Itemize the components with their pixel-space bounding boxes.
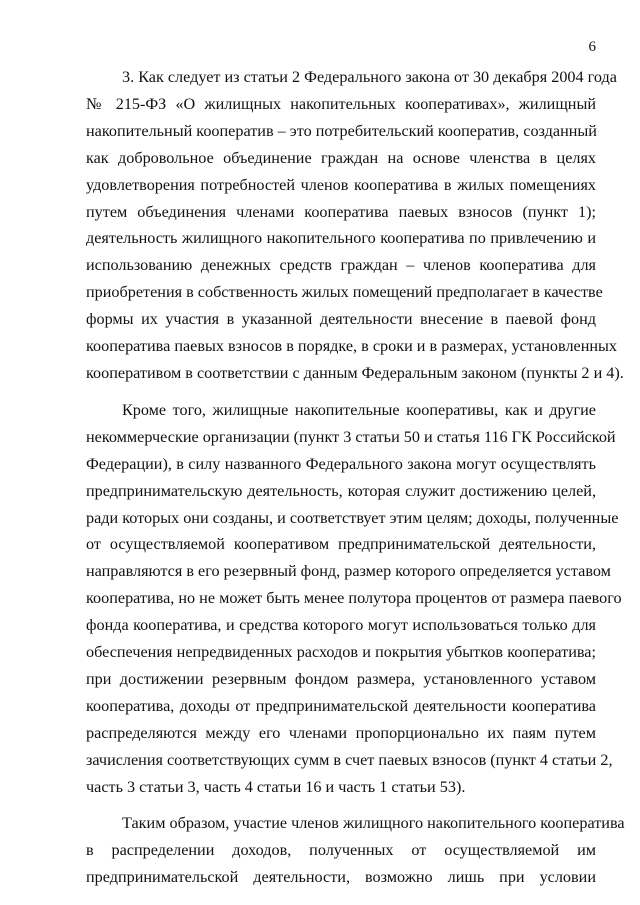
paragraph-line: № 215-ФЗ «О жилищных накопительных кооперативах», жилищный	[86, 94, 596, 113]
paragraph-3	[86, 810, 625, 891]
paragraph-line: путем объединения членами кооператива паевых взносов (пункт 1);	[86, 202, 596, 221]
paragraph-line: предпринимательской деятельности, возможно лишь при условии	[86, 868, 596, 887]
paragraph-line: ради которых они созданы, и соответствует этим целям; доходы, полученные	[86, 508, 619, 527]
paragraph-line: часть 3 статьи 3, часть 4 статьи 16 и часть 1 статьи 53).	[86, 777, 466, 796]
paragraph-line: кооператива, но не может быть менее полутора процентов от размера паевого	[86, 589, 622, 608]
paragraph-line: кооператива паевых взносов в порядке, в сроки и в размерах, установленных	[86, 337, 618, 356]
paragraph-line: зачисления соответствующих сумм в счет паевых взносов (пункт 4 статьи 2,	[86, 750, 613, 769]
paragraph-line: накопительный кооператив – это потребительский кооператив, созданный	[86, 121, 597, 140]
paragraph-line: 3. Как следует из статьи 2 Федерального закона от 30 декабря 2004 года	[122, 68, 617, 86]
document-body	[86, 64, 625, 891]
paragraph-line: кооператива, доходы от предпринимательской деятельности кооператива	[86, 696, 596, 715]
paragraph-line: приобретения в собственность жилых помещений предполагает в качестве	[86, 283, 603, 302]
paragraph-line: как добровольное объединение граждан на основе членства в целях	[86, 148, 596, 167]
page-number: 6	[588, 39, 596, 55]
paragraph-line: фонда кооператива, и средства которого могут использоваться только для	[86, 616, 596, 635]
paragraph-spacer	[86, 387, 596, 397]
paragraph-line: деятельность жилищного накопительного кооператива по привлечению и	[86, 229, 596, 248]
paragraph-line: распределяются между его членами пропорционально их паям путем	[86, 723, 596, 742]
paragraph-line: формы их участия в указанной деятельности внесение в паевой фонд	[86, 310, 596, 329]
paragraph-line: кооперативом в соответствии с данным Федеральным законом (пункты 2 и 4).	[86, 363, 624, 382]
paragraph-line: в распределении доходов, полученных от осуществляемой им	[86, 841, 596, 860]
paragraph-line: обеспечения непредвиденных расходов и покрытия убытков кооператива;	[86, 643, 596, 662]
paragraph-line: Федерации), в силу названного Федерального закона могут осуществлять	[86, 454, 596, 473]
paragraph-line: некоммерческие организации (пункт 3 статьи 50 и статья 116 ГК Российской	[86, 427, 616, 446]
paragraph-line: при достижении резервным фондом размера, установленного уставом	[86, 669, 596, 688]
paragraph-line: предпринимательскую деятельность, которая служит достижению целей,	[86, 481, 596, 500]
paragraph-spacer	[86, 800, 596, 810]
paragraph-2	[86, 397, 622, 801]
paragraph-line: использованию денежных средств граждан – членов кооператива для	[86, 256, 596, 275]
paragraph-1	[86, 64, 624, 387]
paragraph-line: Кроме того, жилищные накопительные кооперативы, как и другие	[122, 400, 596, 419]
paragraph-line: удовлетворения потребностей членов кооператива в жилых помещениях	[86, 175, 596, 194]
paragraph-line: Таким образом, участие членов жилищного накопительного кооператива	[122, 814, 625, 833]
paragraph-line: направляются в его резервный фонд, размер которого определяется уставом	[86, 562, 611, 581]
paragraph-line: от осуществляемой кооперативом предпринимательской деятельности,	[86, 535, 596, 554]
